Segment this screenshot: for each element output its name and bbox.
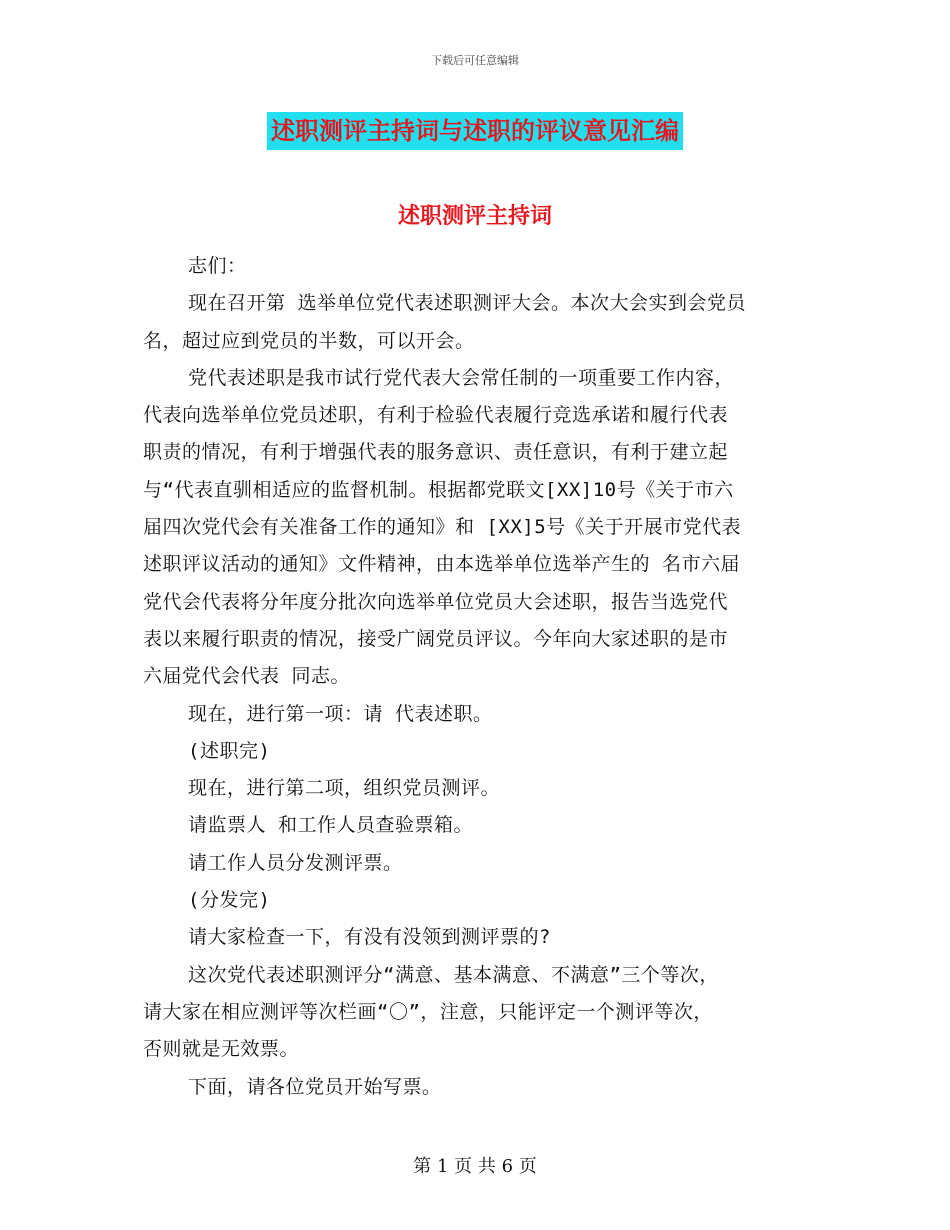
body-line: 现在召开第 选举单位党代表述职测评大会。本次大会实到会党员 <box>188 292 746 315</box>
body-line: 名，超过应到党员的半数，可以开会。 <box>143 329 475 352</box>
body-line: 请工作人员分发测评票。 <box>188 851 403 874</box>
main-title-container <box>0 112 950 150</box>
body-line: 现在，进行第二项，组织党员测评。 <box>188 777 501 800</box>
document-body <box>143 248 807 1106</box>
body-line: 与“代表直驯相适应的监督机制。根据都党联文[XX]10号《关于市六 <box>143 478 734 501</box>
body-line: 代表向选举单位党员述职，有利于检验代表履行竞选承诺和履行代表 <box>143 404 729 427</box>
body-line: 否则就是无效票。 <box>143 1038 300 1061</box>
page-number: 第 1 页 共 6 页 <box>413 1156 537 1177</box>
body-line: 请监票人 和工作人员查验票箱。 <box>188 814 473 837</box>
body-line: (述职完) <box>188 739 271 762</box>
body-line: (分发完) <box>188 889 271 912</box>
body-line: 下面，请各位党员开始写票。 <box>188 1075 442 1098</box>
document-title: 述职测评主持词与述职的评议意见汇编 <box>267 112 683 150</box>
body-line: 现在，进行第一项：请 代表述职。 <box>188 702 493 725</box>
body-line: 六届党代会代表 同志。 <box>143 665 350 688</box>
body-line: 述职评议活动的通知》文件精神，由本选举单位选举产生的 名市六届 <box>143 553 740 576</box>
body-line: 这次党代表述职测评分“满意、基本满意、不满意”三个等次， <box>188 963 719 986</box>
body-line: 职责的情况，有利于增强代表的服务意识、责任意识，有利于建立起 <box>143 441 729 464</box>
body-line: 请大家检查一下，有没有没领到测评票的? <box>188 926 551 949</box>
page-header-note: 下载后可任意编辑 <box>431 54 519 67</box>
section-title: 述职测评主持词 <box>397 203 552 229</box>
body-line: 党代表述职是我市试行党代表大会常任制的一项重要工作内容， <box>188 366 735 389</box>
body-line: 志们： <box>188 255 247 277</box>
body-line: 届四次党代会有关准备工作的通知》和 [XX]5号《关于开展市党代表 <box>143 516 742 539</box>
body-line: 党代会代表将分年度分批次向选举单位党员大会述职，报告当选党代 <box>143 590 729 613</box>
body-line: 表以来履行职责的情况，接受广阔党员评议。今年向大家述职的是市 <box>143 627 729 650</box>
body-line: 请大家在相应测评等次栏画“〇”，注意，只能评定一个测评等次， <box>143 1000 713 1023</box>
